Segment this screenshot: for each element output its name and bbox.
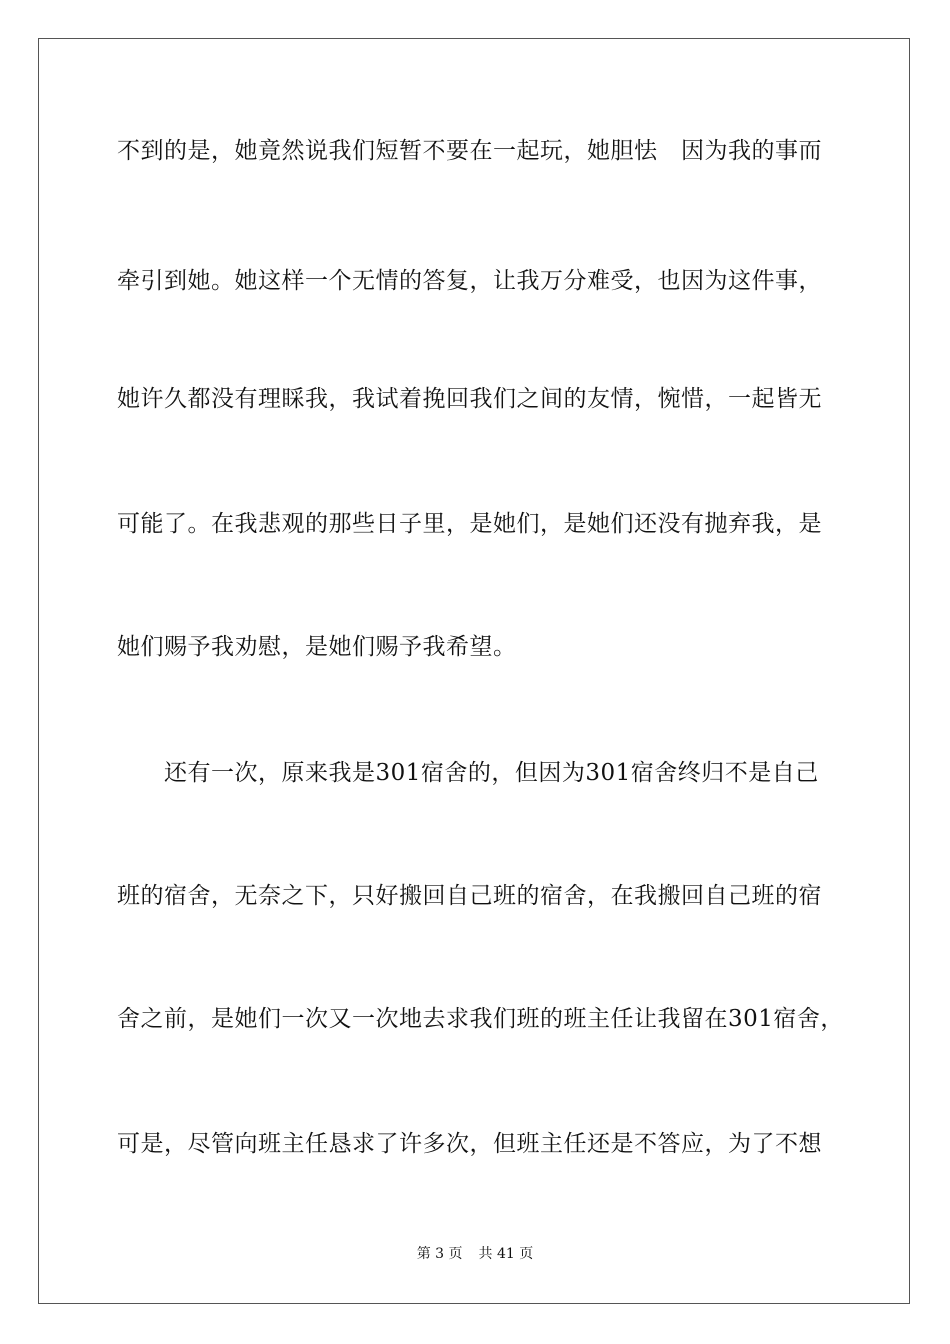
text-line-7: 班的宿舍，无奈之下，只好搬回自己班的宿舍，在我搬回自己班的宿	[117, 883, 822, 909]
text-line-8: 舍之前，是她们一次又一次地去求我们班的班主任让我留在301宿舍，	[117, 1006, 844, 1032]
text-line-9: 可是，尽管向班主任恳求了许多次，但班主任还是不答应，为了不想	[117, 1131, 822, 1157]
page-border	[38, 38, 910, 1304]
text-line-4: 可能了。在我悲观的那些日子里，是她们，是她们还没有抛弃我，是	[117, 511, 822, 537]
page-total: 共 41 页	[478, 1246, 534, 1262]
text-line-3: 她许久都没有理睬我，我试着挽回我们之间的友情，惋惜，一起皆无	[117, 386, 822, 412]
text-line-6: 还有一次，原来我是301宿舍的，但因为301宿舍终归不是自己	[117, 760, 819, 786]
page-number: 第 3 页	[416, 1246, 463, 1262]
text-line-1: 不到的是，她竟然说我们短暂不要在一起玩，她胆怯 因为我的事而	[117, 138, 822, 164]
text-line-5: 她们赐予我劝慰，是她们赐予我希望。	[117, 634, 517, 660]
page-footer	[0, 1245, 950, 1263]
text-line-2: 牵引到她。她这样一个无情的答复，让我万分难受，也因为这件事，	[117, 268, 822, 294]
